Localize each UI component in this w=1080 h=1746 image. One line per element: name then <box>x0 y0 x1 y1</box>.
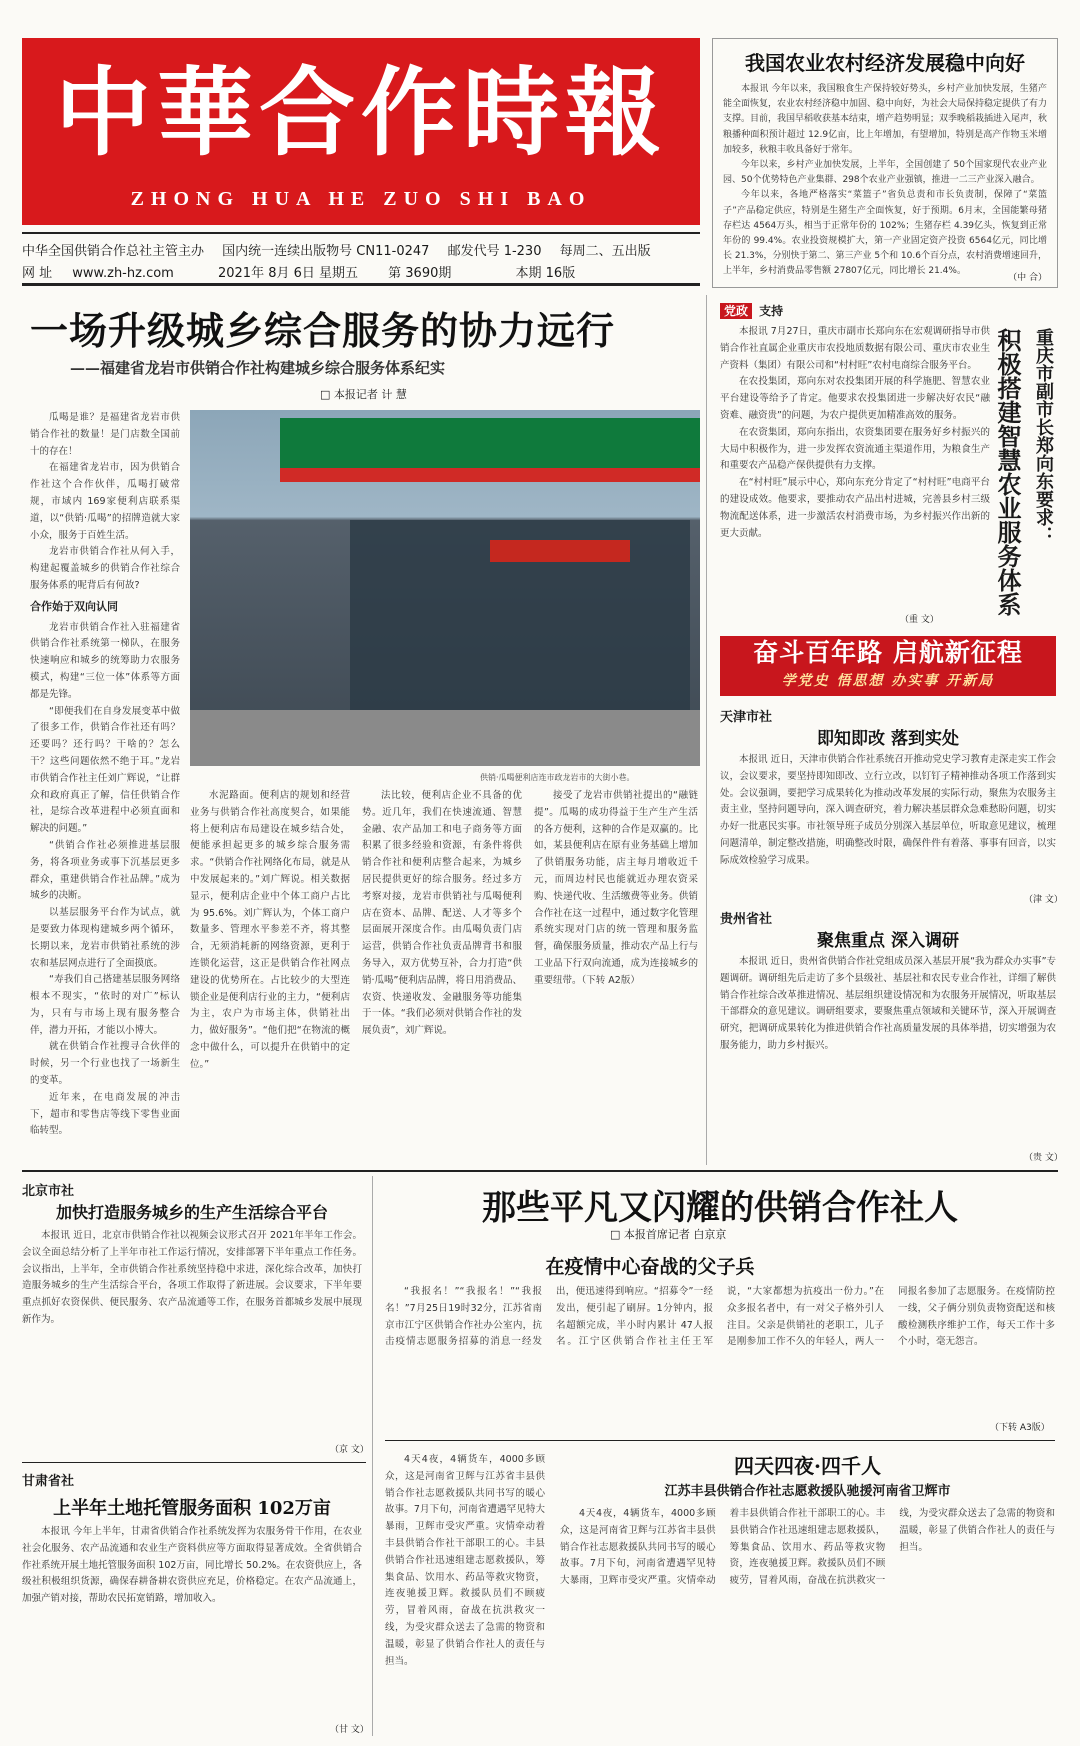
guizhou-body: 本报讯 近日，贵州省供销合作社党组成员深入基层开展“我为群众办实事”专题调研。调研组先后走访了多个县级社、基层社和农民专业合作社，详细了解供销合作社综合改革推进情况、基层组织建设情况和为农服务开展情况，听取基层干部群众的意见建议。调研组要求，要聚焦重点领域和关键环节，深入开展调查研究，把调研成果转化为推进供销合作社高质量发展的具体举措，切实增强为农服务能力，助力乡村振兴。 <box>720 956 1056 1051</box>
beijing-region: 北京市社 <box>22 1184 75 1199</box>
zhengwu-vertical-title-1: 重庆市副市长郑向东要求： <box>1033 328 1054 544</box>
main-byline: □ 本报记者 计 慧 <box>320 388 407 401</box>
sidewalk <box>190 710 700 766</box>
info-pages: 本期 16版 <box>515 266 576 281</box>
main-column-c: 接受了龙岩市供销社提出的“融链提”。瓜喝的成功得益于生产生产生活的各方便利，这种的合作是双赢的。比如，某县便利店在原有业务基础上增加了供销服务功能，店主每月增收近千元，而周边村民也能就近办理农资采购、快递代收、生活缴费等业务。供销合作社在这一过程中，通过数字化管理系统实现对门店的统一管理和服务监督，确保服务质量，推动农产品上行与工业品下行双向流通，成为连接城乡的重要纽带。（下转 A2版） <box>534 790 698 986</box>
info-issue: 第 3690期 <box>388 266 452 281</box>
tianjin-title: 即知即改 落到实处 <box>817 729 959 749</box>
main-column-a: 水泥路面。便利店的规划和经营业务与供销合作社高度契合，如果能将上便利店布局建设在城乡结合处，便能承担起更多的城乡综合服务需求。“供销合作社网络化布局，就是从中发展起来的。”刘广辉说。相关数据显示，便利店企业中个体工商户占比为 95.6%。刘广辉认为，个体工商户数量多、管理水平参差不齐，将其整合，无须消耗新的网络资源，更利于连锁化运营，这正是供销合作社网点建设的优势所在。占比较少的大型连锁企业是便利店行业的主力，“便利店为主，农户为市场主体，供销社出力，做好服务”。“他们把“在物流的概念中做什么，可以提升在供销中的定位。” <box>190 790 350 1070</box>
subheading: 合作始于双向认同 <box>30 599 118 613</box>
source: （甘 文） <box>330 1725 369 1735</box>
story1-title: 在疫情中心奋战的父子兵 <box>545 1256 755 1278</box>
storefront-photo <box>190 410 700 766</box>
main-subtitle: ——福建省龙岩市供销合作社构建城乡综合服务体系纪实 <box>70 359 446 377</box>
info-row-2 <box>22 262 702 281</box>
story2-subtitle: 江苏丰县供销合作社志愿救援队驰援河南省卫辉市 <box>664 1484 951 1499</box>
top-right-news <box>712 38 1058 288</box>
main-left-column: 瓜喝是谁？是福建省龙岩市供销合作社的数量！是门店数全国前十的存在！ 在福建省龙岩市，因为供销合作社这个合作伙伴，瓜喝打破常规，市域内 169家便利店联系渠道，以“供销·瓜喝”的招牌造就大家小众，服务于百姓生活。 龙岩市供销合作社从何入手，构建起覆盖城乡的供销合作社综合服务体系的呢背后有何故? 合作始于双向认同 龙岩市供销合作社入驻福建省供销合作社系统第一梯队，在服务快速响应和城乡的统筹助力农服务模式，构建“三位一体”体系等方面都是先锋。 “即便我们在自身发展变革中做了很多工作，供销合作社还有吗？还要吗？还行吗？干啥的？怎么干？这些问题依然不绝于耳。”龙岩市供销合作社主任刘广辉说，“让群众和政府真正了解，信任供销合作社，是综合改革进程中必须直面和解决的问题。” “供销合作社必须推进基层服务，将各项业务或事下沉基层更多群众，重建供销合作社品牌。”成为城乡的决断。 以基层服务平台作为试点，就是要致力体现构建城乡两个循环，长期以来，龙岩市供销社系统的涉农和基层网点进行了全面摸底。 “寿我们自己搭建基层服务网络根本不现实，“依时的对广”标认为，只有与市场上现有服务整合伴，潜力开拓，才能以小博大。 就在供销合作社搜寻合伙伴的时候，另一个行业也找了一场新生的变革。 近年来，在电商发展的冲击下，超市和零售店等线下零售业面临转型。 <box>30 412 180 1137</box>
masthead-pinyin: ZHONG HUA HE ZUO SHI BAO <box>130 188 592 210</box>
tianjin-body: 本报讯 近日，天津市供销合作社系统召开推动党史学习教育走深走实工作会议，会议要求，要坚持即知即改、立行立改，以钉钉子精神推动各项工作落到实处。会议强调，要把学习成果转化为推动改革发展的实际行动，聚焦为农服务主责主业，坚持问题导向，深入调查研究，着力解决基层群众急难愁盼问题，切实办好一批惠民实事。市社领导班子成员分别深入基层单位，听取意见建议，梳理问题清单，制定整改措施，明确整改时限，确保件件有着落、事事有回音，以实际成效检验学习成果。 <box>720 754 1056 866</box>
main-headline: 一场升级城乡综合服务的协力远行 <box>30 308 616 353</box>
tianjin-region: 天津市社 <box>720 710 773 725</box>
photo-caption: 供销·瓜喝便利店连市政龙岩市的大街小巷。 <box>480 773 635 782</box>
banner-slogan: 学党史 悟思想 办实事 开新局 <box>781 673 995 689</box>
source: （重 文） <box>900 615 939 625</box>
source: （京 文） <box>330 1445 369 1455</box>
source: （津 文） <box>1024 895 1063 905</box>
main-column-b: 法比较，便利店企业不具备的优势。近几年，我们在快速流通、智慧金融、农产品加工和电子商务等方面积累了很多经验和资源，有条件将供销合作社和便利店整合起来，为城乡居民提供更好的综合服务。经过多方考察对接，龙岩市供销社与瓜喝便利店在资本、品牌、配送、人才等多个层面展开深度合作。由瓜喝负责门店运营，供销合作社负责品牌背书和服务导入，双方优势互补，合力打造“供销·瓜喝”便利店品牌，将日用消费品、农资、快递收发、金融服务等功能集于一体。“我们必须对供销合作社的发展负责”，刘广辉说。 <box>362 790 522 1037</box>
divider <box>22 232 700 234</box>
info-schedule: 每周二、五出版 <box>559 244 651 259</box>
gansu-region: 甘肃省社 <box>22 1474 75 1489</box>
feature-headline: 那些平凡又闪耀的供销合作社人 <box>482 1188 958 1228</box>
info-postal: 邮发代号 1-230 <box>447 244 542 259</box>
top-right-title: 我国农业农村经济发展稳中向好 <box>745 51 1025 75</box>
guizhou-region: 贵州省社 <box>720 912 773 927</box>
story1-body: “我报名！”“我报名！”“我报名！”7月25日19时32分，江苏省南京市江宁区供销合作社办公室内，抗击疫情志愿服务招募的消息一经发出，便迅速得到响应。“招募令”一经发出，便引起了刷屏。1分钟内，报名超额完成，半小时内累计 47人报名。江宁区供销合作社主任王军说，“大家都想为抗疫出一份力。”在众多报名者中，有一对父子格外引人注目。父亲是供销社的老职工，儿子是刚参加工作不久的年轻人，两人一同报名参加了志愿服务。在疫情防控一线，父子俩分别负责物资配送和核酸检测秩序维护工作，每天工作十多个小时，毫无怨言。 <box>385 1286 1055 1348</box>
info-row-1 <box>22 240 702 259</box>
divider <box>706 295 707 1165</box>
story2-body: 4天4夜，4辆货车，4000多顾众，这是河南省卫辉与江苏省丰县供销合作社志愿救援队共同书写的暖心故事。7月下旬，河南省遭遇罕见特大暴雨，卫辉市受灾严重。灾情牵动着丰县供销合作社干部职工的心。丰县供销合作社迅速组建志愿救援队，筹集食品、饮用水、药品等救灾物资，连夜驰援卫辉。救援队员们不顾疲劳，冒着风雨，奋战在抗洪救灾一线，为受灾群众送去了急需的物资和温暖，彰显了供销合作社人的责任与担当。 <box>560 1508 1055 1587</box>
divider <box>385 1440 1055 1441</box>
masthead <box>22 38 700 225</box>
feature-byline: □ 本报首席记者 白京京 <box>610 1228 727 1241</box>
shop-banner <box>490 540 630 562</box>
divider <box>372 1176 373 1736</box>
divider <box>22 1462 366 1463</box>
story2-lead: 4天4夜，4辆货车，4000多顾众，这是河南省卫辉与江苏省丰县供销合作社志愿救援队共同书写的暖心故事。7月下旬，河南省遭遇罕见特大暴雨，卫辉市受灾严重。灾情牵动着丰县供销合作社干部职工的心。丰县供销合作社迅速组建志愿救援队，筹集食品、饮用水、药品等救灾物资，连夜驰援卫辉。救援队员们不顾疲劳，冒着风雨，奋战在抗洪救灾一线，为受灾群众送去了急需的物资和温暖，彰显了供销合作社人的责任与担当。 <box>385 1454 545 1667</box>
divider <box>22 1170 1058 1172</box>
info-url-label: 网 址 <box>22 266 53 281</box>
info-cn: 国内统一连续出版物号 CN11-0247 <box>222 244 430 259</box>
store-sign <box>280 418 700 468</box>
gansu-body: 本报讯 今年上半年，甘肃省供销合作社系统发挥为农服务骨干作用，在农业社会化服务、农产品流通和农业生产资料供应等方面取得显著成效。全省供销合作社系统开展土地托管服务面积 102万亩，同比增长 50.2%。在农资供应上，各级社积极组织货源，确保春耕备耕农资供应充足，价格稳定。在农产品流通上，加强产销对接，帮助农民拓宽销路，增加收入。 <box>22 1526 362 1605</box>
zhengwu-body: 本报讯 7月27日，重庆市副市长郑向东在宏观调研指导市供销合作社直属企业重庆市农投地质数据有限公司、重庆市农业生产资料（集团）有限公司和“村村旺”农村电商综合服务平台。 在农投集团，郑向东对农投集团开展的科学施肥、智慧农业平台建设等给予了肯定。他要求农投集团进一步解决好农民“融资难、融资贵”的问题，为农户提供更加精准高效的服务。 在农资集团，郑向东指出，农资集团要在服务好乡村振兴的大局中积极作为，进一步发挥农资流通主渠道作用，为粮食生产和重要农产品稳产保供提供有力支撑。 在“村村旺”展示中心，郑向东充分肯定了“村村旺”电商平台的建设成效。他要求，要推动农产品出村进城，完善县乡村三级物流配送体系，进一步激活农村消费市场，为乡村振兴作出新的更大贡献。 <box>720 326 990 539</box>
info-supervisor: 中华全国供销合作总社主管主办 <box>22 244 205 259</box>
beijing-body: 本报讯 近日，北京市供销合作社以视频会议形式召开 2021年半年工作会。会议全面总结分析了上半年市社工作运行情况，安排部署下半年重点工作任务。会议指出，上半年，全市供销合作社系统坚持稳中求进，深化综合改革，加快打造服务城乡的生产生活综合平台，各项工作取得了新进展。会议要求，下半年要重点抓好农资保供、便民服务、农产品流通等工作，在服务首都城乡发展中展现新作为。 <box>22 1230 362 1325</box>
top-right-body: 本报讯 今年以来，我国粮食生产保持较好势头，乡村产业加快发展，生猪产能全面恢复，农业农村经济稳中加固、稳中向好，为社会大局保持稳定提供了有力支撑。目前，我国早稻收获基本结束，增产趋势明显；双季晚稻栽插进入尾声，秋粮播种面积预计超过 12.9亿亩，比上年增加，有望增加，特别是高产作物玉米增加较多，秋粮丰收具备好于常年。 今年以来，乡村产业加快发展，上半年，全国创建了 50个国家现代农业产业园、50个优势特色产业集群、298个农业产业强镇，推进一二三产业深入融合。 今年以来，各地严格落实“菜篮子”省负总责和市长负责制，保障了“菜篮子”产品稳定供应，特别是生猪生产全面恢复，好于预期。6月末，全国能繁母猪存栏达 4564万头，相当于正常年份的 102%；生猪存栏 4.39亿头，恢复到正常年份的 99.4%。农业投资规模扩大，第一产业固定资产投资 6564亿元，同比增长 21.3%，分别快于第二、第三产业 5个和 10.6个百分点，农村消费增速回升，上半年，乡村消费品零售额 27807亿元，同比增长 21.4%。 <box>723 84 1047 277</box>
zhengwu-tag: 党政 支持 <box>720 300 783 319</box>
banner <box>720 636 1056 696</box>
zhengwu-vertical-title-2: 积极搭建智慧农业服务体系 <box>993 328 1022 616</box>
info-url[interactable]: www.zh-hz.com <box>72 266 174 281</box>
banner-title: 奋斗百年路 启航新征程 <box>753 638 1023 667</box>
beijing-title: 加快打造服务城乡的生产生活综合平台 <box>55 1203 328 1222</box>
story1-continued: （下转 A3版） <box>990 1423 1050 1433</box>
masthead-title: 中華合作時報 <box>55 56 667 169</box>
source: （中 合） <box>1008 273 1047 283</box>
gansu-title: 上半年土地托管服务面积 102万亩 <box>53 1498 331 1519</box>
info-date: 2021年 8月 6日 星期五 <box>217 266 359 281</box>
source: （贵 文） <box>1024 1153 1063 1163</box>
guizhou-title: 聚焦重点 深入调研 <box>817 931 959 951</box>
store-sign-stripe <box>280 468 700 482</box>
story2-title: 四天四夜·四千人 <box>734 1454 881 1478</box>
divider <box>22 283 700 286</box>
